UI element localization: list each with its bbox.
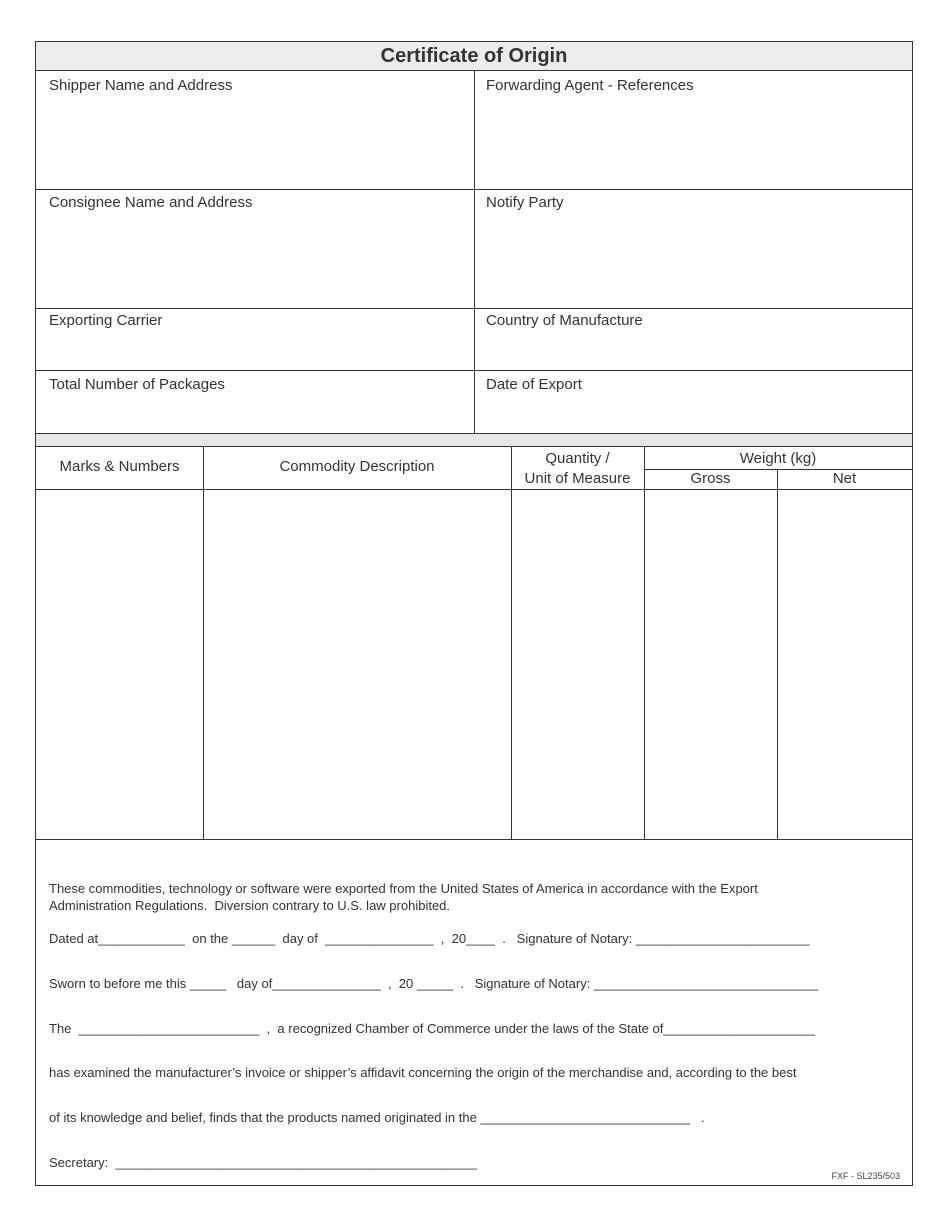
column-divider [644,447,645,839]
date-of-export-field[interactable] [476,372,912,433]
marks-cell[interactable] [36,491,203,839]
total-packages-field[interactable] [36,372,474,433]
shipper-label: Shipper Name and Address [49,77,233,94]
net-header: Net [832,470,857,487]
center-divider [474,70,475,433]
consignee-field[interactable] [36,191,474,308]
form-code: FXF - SL235/503 [831,1171,900,1181]
exporting-carrier-field[interactable] [36,310,474,370]
consignee-label: Consignee Name and Address [49,194,253,211]
row-divider [36,370,912,371]
date-of-export-label: Date of Export [486,376,582,393]
forwarding-agent-field[interactable] [476,70,912,189]
column-divider [511,447,512,839]
notify-party-label: Notify Party [486,194,564,211]
commodity-header: Commodity Description [279,458,435,475]
table-bottom [36,839,912,840]
country-of-manufacture-field[interactable] [476,310,912,370]
table-header-bottom [36,489,912,490]
gross-header: Gross [690,470,731,487]
shipper-field[interactable] [36,70,474,189]
form-title: Certificate of Origin [36,42,912,71]
commodity-cell[interactable] [205,491,511,839]
sworn-line[interactable]: Sworn to before me this _____ day of_______________ , 20 _____ . Signature of Notary: _______________________________ [49,976,819,991]
declaration-paragraph-line1: These commodities, technology or software were exported from the United States of America in accordance with the Export [49,881,758,896]
secretary-line[interactable]: Secretary: __________________________________________________ [49,1155,477,1170]
marks-header: Marks & Numbers [59,458,180,475]
chamber-line[interactable]: The _________________________ , a recognized Chamber of Commerce under the laws of the State of_____________________ [49,1021,816,1036]
weight-header: Weight (kg) [739,450,817,467]
row-divider [36,308,912,309]
quantity-header-line2: Unit of Measure [524,470,631,487]
column-divider [203,447,204,839]
gross-weight-cell[interactable] [646,491,777,839]
dated-line[interactable]: Dated at____________ on the ______ day of _______________ , 20____ . Signature of Notary: ________________________ [49,931,810,946]
separator-band [36,433,912,447]
declaration-paragraph-line2: Administration Regulations. Diversion contrary to U.S. law prohibited. [49,898,451,913]
certificate-form [35,41,913,1186]
row-divider [36,189,912,190]
total-packages-label: Total Number of Packages [49,376,225,393]
country-of-manufacture-label: Country of Manufacture [486,312,643,329]
origin-country-line[interactable]: of its knowledge and belief, finds that the products named originated in the _____________________________ . [49,1110,705,1125]
forwarding-agent-label: Forwarding Agent - References [486,77,694,94]
net-weight-cell[interactable] [779,491,912,839]
exporting-carrier-label: Exporting Carrier [49,312,163,329]
column-divider [777,469,778,839]
examined-line: has examined the manufacturer’s invoice or shipper’s affidavit concerning the origin of the merchandise and, according to the best [49,1065,797,1080]
quantity-cell[interactable] [513,491,644,839]
notify-party-field[interactable] [476,191,912,308]
quantity-header-line1: Quantity / [545,450,610,467]
